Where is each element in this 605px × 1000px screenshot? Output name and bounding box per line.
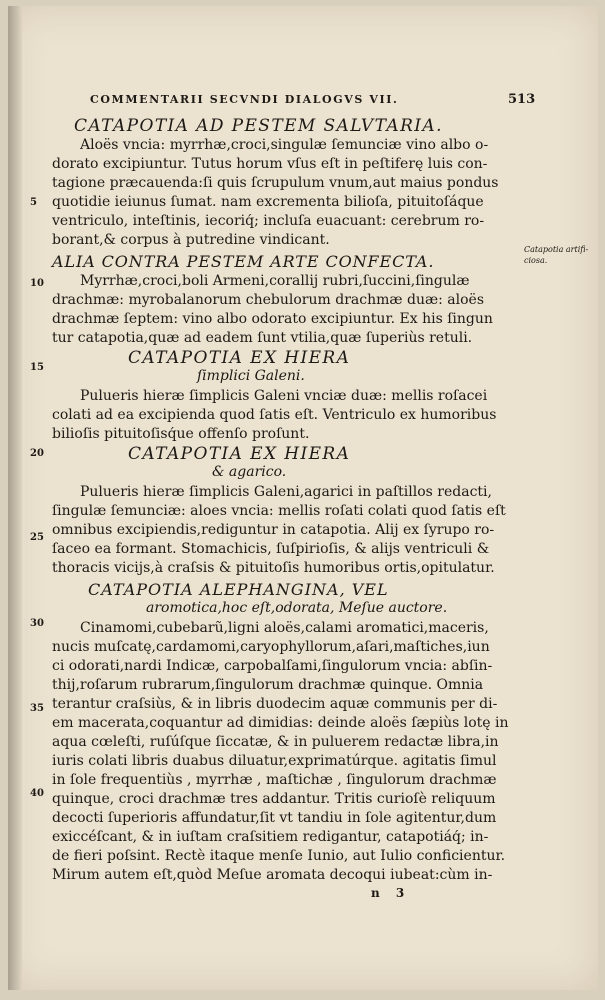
text-line: ſaceo ea formant. Stomachicis, ſuſpirioſis, & alijs ventriculi & bbox=[52, 541, 490, 557]
line-number: 35 bbox=[30, 703, 44, 714]
text-line: Aloës vncia: myrrhæ,croci,singulæ ſemunciæ vino albo o- bbox=[80, 137, 489, 153]
text-line: de fieri poſsint. Rectè itaque menſe Iunio, aut Iulio conficientur. bbox=[52, 848, 506, 864]
text-line: borant,& corpus à putredine vindicant. bbox=[52, 232, 330, 248]
signature-mark: n 3 bbox=[371, 886, 411, 900]
line-number: 25 bbox=[30, 532, 44, 543]
text-line: omnibus excipiendis,rediguntur in catapotia. Alij ex ſyrupo ro- bbox=[52, 522, 495, 538]
text-line: dorato excipiuntur. Tutus horum vſus eſt in peſtiferę luis con- bbox=[52, 156, 488, 172]
line-number: 40 bbox=[30, 788, 44, 799]
text-line: drachmæ: myrobalanorum chebulorum drachmæ duæ: aloës bbox=[52, 292, 485, 308]
text-line: em macerata,coquantur ad dimidias: deinde aloës ſæpiùs lotę in bbox=[52, 715, 509, 731]
text-line: Pulueris hieræ ſimplicis Galeni vnciæ duæ: mellis roſacei bbox=[80, 388, 488, 404]
text-line: aqua cœleſti, ruſúſque ſiccatæ, & in puluerem redactæ libra,in bbox=[52, 734, 499, 750]
text-line: bilioſis pituitoſisq́ue offenſo proſunt. bbox=[52, 426, 310, 442]
text-line: Myrrhæ,croci,boli Armeni,corallij rubri,ſuccini,ſingulæ bbox=[80, 273, 470, 289]
text-line: in ſole frequentiùs , myrrhæ , maſtichæ , ſingulorum drachmæ bbox=[52, 772, 497, 788]
running-head bbox=[0, 93, 605, 109]
text-line: Cinamomi,cubebarũ,ligni aloës,calami aromatici,maceris, bbox=[80, 620, 489, 636]
page-gutter-shadow bbox=[8, 6, 22, 990]
text-line: quotidie ieiunus ſumat. nam excrementa bilioſa, pituitoſáque bbox=[52, 194, 484, 210]
page-number: 513 bbox=[508, 92, 536, 107]
marginal-note: Catapotia artifi-ciosa. bbox=[524, 245, 589, 265]
line-number: 15 bbox=[30, 362, 44, 373]
text-line: drachmæ ſeptem: vino albo odorato excipiuntur. Ex his ſingun bbox=[52, 311, 493, 327]
text-line: ci odorati,nardi Indicæ, carpobalſami,ſingulorum vncia: abſin- bbox=[52, 658, 493, 674]
text-line: decocti ſuperioris affundatur,ſit vt tandiu in ſole agitentur,dum bbox=[52, 810, 497, 826]
text-line: tur catapotia,quæ ad eadem ſunt vtilia,quæ ſuperiùs retuli. bbox=[52, 330, 473, 346]
text-line: colati ad ea excipienda quod ſatis eſt. Ventriculo ex humoribus bbox=[52, 407, 497, 423]
text-line: nucis muſcatę,cardamomi,caryophyllorum,aſari,maſtiches,iun bbox=[52, 639, 490, 655]
text-line: ventriculo, inteſtinis, iecoriq́; incluſa euacuant: cerebrum ro- bbox=[52, 213, 485, 229]
line-number: 10 bbox=[30, 278, 44, 289]
line-number: 5 bbox=[30, 197, 37, 208]
text-line: thij,roſarum rubrarum,ſingulorum drachmæ quinque. Omnia bbox=[52, 677, 484, 693]
line-number: 20 bbox=[30, 448, 44, 459]
text-line: tagione præcauenda:ſi quis ſcrupulum vnum,aut maius pondus bbox=[52, 175, 499, 191]
text-line: exiccéſcant, & in iuſtam craſsitiem redigantur, catapotiáq́; in- bbox=[52, 829, 489, 845]
text-line: terantur craſsiùs, & in libris duodecim aquæ communis per di- bbox=[52, 696, 498, 712]
running-head-title: COMMENTARII SECVNDI DIALOGVS VII. bbox=[90, 93, 399, 106]
text-line: thoracis vicijs,à craſsis & pituitoſis humoribus ortis,opitulatur. bbox=[52, 560, 495, 576]
text-line: ſingulæ ſemunciæ: aloes vncia: mellis roſati colati quod ſatis eſt bbox=[52, 503, 506, 519]
text-line: iuris colati libris duabus diluatur,exprimatúrque. agitatis ſimul bbox=[52, 753, 497, 769]
text-line: Pulueris hieræ ſimplicis Galeni,agarici in paſtillos redacti, bbox=[80, 484, 492, 500]
line-number: 30 bbox=[30, 618, 44, 629]
text-line: Mirum autem eſt,quòd Meſue aromata decoqui iubeat:cùm in- bbox=[52, 867, 493, 883]
text-line: quinque, croci drachmæ tres addantur. Tritis curioſè reliquum bbox=[52, 791, 496, 807]
